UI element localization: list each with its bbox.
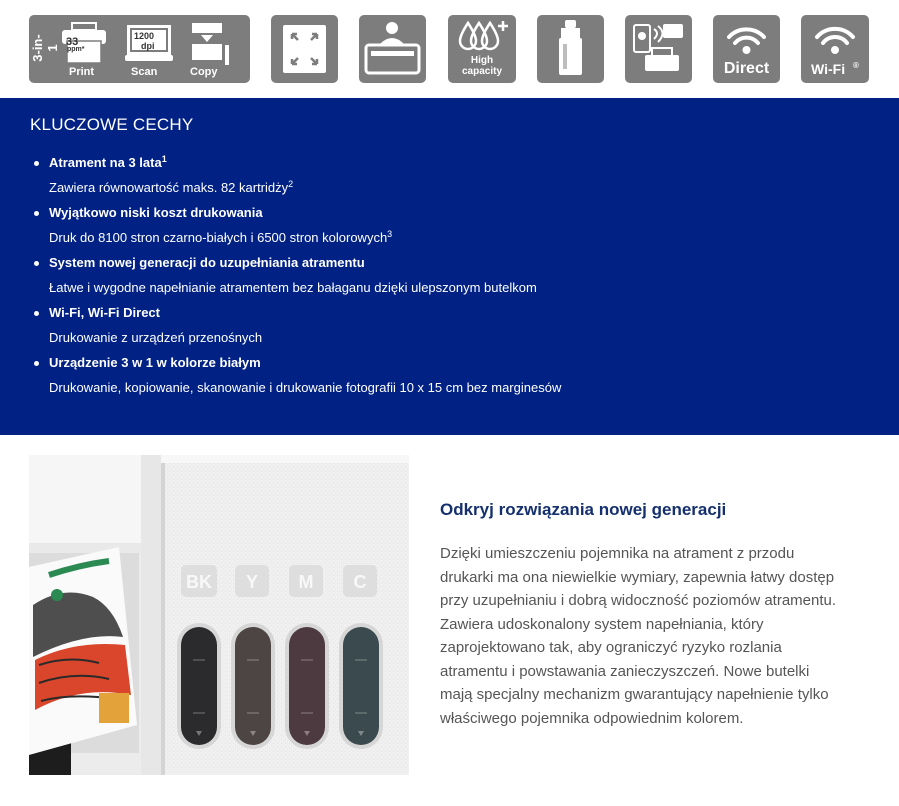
printer-ink-tank-photo [29, 455, 409, 775]
ppm-value: 33 [66, 36, 79, 48]
dpi-value: 1200 [134, 31, 155, 41]
printed-paper-illustration [29, 547, 137, 755]
feature-item [34, 204, 561, 254]
feature-item [34, 154, 561, 204]
print-label: Print [69, 66, 95, 78]
feature-description: Drukowanie, kopiowanie, skanowanie i drukowanie fotografii 10 x 15 cm bez marginesów [49, 380, 562, 395]
feature-description: Zawiera równowartość maks. 82 kartridży$^2$ [49, 179, 294, 195]
tank-label-bk: BK [186, 572, 212, 592]
feature-description: Łatwe i wygodne napełnianie atramentem bez bałaganu dzięki ulepszonym butelkom [49, 280, 537, 295]
copy-icon [192, 23, 229, 65]
feature-icon-strip [0, 0, 899, 98]
body-line: właściwego pojemnika odpowiednim kolorem. [440, 709, 744, 727]
body-line: Zawiera udoskonalony system napełniania, który [440, 615, 764, 633]
feature-title: Wi-Fi, Wi-Fi Direct [49, 305, 160, 320]
key-features-list [34, 154, 561, 404]
body-line: Dzięki umieszczeniu pojemnika na atrament z przodu [440, 545, 795, 562]
body-line: zaprojektowano tak, aby ograniczyć ryzyko rozlania [440, 639, 782, 656]
ink-bottle-icon [537, 15, 604, 83]
body-line: mają specjalny mechanizm gwarantujący napełnienie tylko [440, 686, 829, 703]
section-body [440, 542, 885, 730]
tank-label-y: Y [245, 572, 259, 592]
front-tank-icon [359, 15, 426, 83]
compact-size-icon [271, 15, 338, 83]
ppm-unit: ppm* [67, 46, 85, 53]
high-capacity-label: High [470, 55, 494, 66]
wifi-direct-label: Direct [723, 60, 770, 77]
scan-label: Scan [131, 66, 158, 78]
high-capacity-icon [448, 15, 516, 83]
wifi-direct-icon [713, 15, 780, 83]
key-features-section [0, 98, 899, 435]
feature-title: Wyjątkowo niski koszt drukowania [49, 205, 263, 220]
feature-description: Drukowanie z urządzeń przenośnych [49, 330, 263, 345]
body-line: drukarki ma ona niewielkie wymiary, zapewnia łatwy dostęp [440, 568, 835, 586]
key-features-heading: KLUCZOWE CECHY [30, 115, 194, 134]
tank-label-m: M [298, 572, 314, 592]
feature-title: Urządzenie 3 w 1 w kolorze białym [49, 355, 261, 370]
feature-description: Druk do 8100 stron czarno-białych i 6500 stron kolorowych$^3$ [49, 229, 393, 245]
body-line: przy uzupełnianiu i dobrą widoczność poziomów atramentu. [440, 592, 837, 609]
wifi-label: Wi-Fi [811, 61, 846, 77]
feature-item [34, 354, 561, 404]
feature-item [34, 304, 561, 354]
three-in-one-icon [29, 15, 250, 83]
three-in-one-label: 3-in-1 [30, 34, 60, 62]
feature-item [34, 254, 561, 304]
mobile-printing-icon [625, 15, 692, 83]
wifi-icon [801, 15, 869, 83]
copy-label: Copy [190, 66, 218, 78]
wifi-registered-mark: ® [853, 61, 859, 70]
tank-label-c: C [353, 572, 367, 592]
section-title: Odkryj rozwiązania nowej generacji [440, 500, 727, 519]
dpi-unit: dpi [141, 41, 155, 51]
body-line: atramentu i powstawania zanieczyszczeń. Nowe butelki [440, 662, 810, 680]
high-capacity-label-2: capacity [461, 66, 503, 77]
feature-title: Atrament na 3 lata$^1$ [49, 154, 167, 170]
feature-title: System nowej generacji do uzupełniania atramentu [49, 255, 365, 270]
